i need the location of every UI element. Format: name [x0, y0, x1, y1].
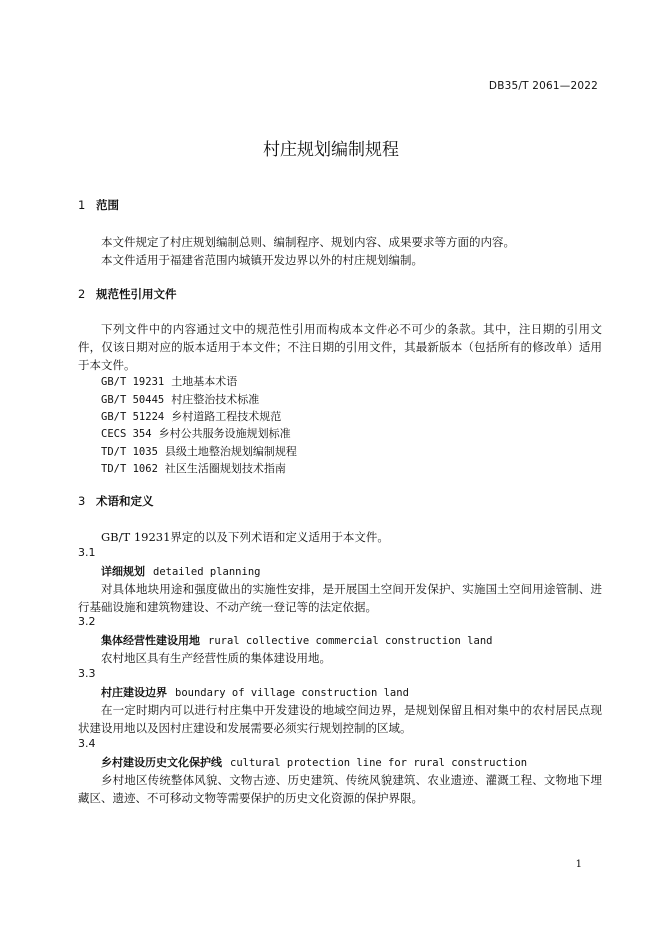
reference-item [101, 425, 291, 443]
section-title: 规范性引用文件 [96, 287, 177, 301]
term-heading [101, 632, 492, 648]
term-heading [101, 754, 527, 770]
section-heading [78, 286, 177, 302]
term-heading [101, 684, 409, 700]
term-zh: 村庄建设边界 [101, 686, 167, 699]
reference-item [101, 373, 237, 391]
section-number: 3 [78, 494, 86, 508]
reference-code: GB/T 50445 [101, 394, 165, 406]
section-number: 2 [78, 287, 86, 301]
reference-title: 土地基本术语 [171, 375, 238, 388]
page-number: 1 [575, 859, 582, 870]
reference-code: TD/T 1035 [101, 446, 158, 458]
term-en: rural collective commercial construction land [208, 635, 493, 647]
term-number: 3.3 [78, 667, 96, 680]
term-number: 3.4 [78, 737, 96, 750]
term-zh: 集体经营性建设用地 [101, 634, 200, 647]
term-definition: 对具体地块用途和强度做出的实施性安排，是开展国土空间开发保护、实施国土空间用途管制、进行基础设施和建筑物建设、不动产统一登记等的法定依据。 [78, 582, 602, 614]
reference-code: CECS 354 [101, 428, 152, 440]
reference-code: GB/T 19231 [101, 376, 165, 388]
paragraph: 本文件规定了村庄规划编制总则、编制程序、规划内容、成果要求等方面的内容。 [101, 235, 515, 249]
reference-code: GB/T 51224 [101, 411, 165, 423]
paragraph: GB/T 19231界定的以及下列术语和定义适用于本文件。 [101, 530, 389, 544]
section-title: 术语和定义 [96, 494, 154, 508]
reference-title: 乡村公共服务设施规划标准 [158, 427, 291, 440]
reference-title: 村庄整治技术标准 [171, 393, 260, 406]
reference-title: 乡村道路工程技术规范 [171, 410, 282, 423]
reference-code: TD/T 1062 [101, 463, 158, 475]
section-heading [78, 197, 119, 213]
term-number: 3.1 [78, 546, 96, 559]
term-definition: 乡村地区传统整体风貌、文物古迹、历史建筑、传统风貌建筑、农业遗迹、灌溉工程、文物地下埋藏区、遗迹、不可移动文物等需要保护的历史文化资源的保护界限。 [78, 773, 602, 805]
section-number: 1 [78, 198, 86, 212]
reference-title: 社区生活圈规划技术指南 [164, 462, 286, 475]
reference-item [101, 443, 297, 461]
reference-title: 县级土地整治规划编制规程 [164, 445, 297, 458]
document-title: 村庄规划编制规程 [263, 140, 399, 160]
term-zh: 详细规划 [101, 565, 145, 578]
term-definition: 在一定时期内可以进行村庄集中开发建设的地域空间边界，是规划保留且相对集中的农村居民点现状建设用地以及因村庄建设和发展需要必须实行规划控制的区域。 [78, 703, 602, 735]
paragraph: 本文件适用于福建省范围内城镇开发边界以外的村庄规划编制。 [101, 253, 423, 267]
term-en: detailed planning [153, 566, 261, 578]
reference-item [101, 460, 286, 478]
standard-code: DB35/T 2061—2022 [488, 80, 598, 92]
reference-item [101, 408, 281, 426]
section-title: 范围 [96, 198, 119, 212]
paragraph: 下列文件中的内容通过文中的规范性引用而构成本文件必不可少的条款。其中，注日期的引用文件，仅该日期对应的版本适用于本文件；不注日期的引用文件，其最新版本（包括所有的修改单）适用于本文件。 [78, 322, 602, 372]
term-en: cultural protection line for rural construction [230, 757, 528, 769]
reference-item [101, 391, 259, 409]
term-heading [101, 563, 260, 579]
section-heading [78, 493, 154, 509]
term-zh: 乡村建设历史文化保护线 [101, 756, 222, 769]
term-en: boundary of village construction land [175, 687, 409, 699]
term-definition: 农村地区具有生产经营性质的集体建设用地。 [101, 651, 331, 665]
term-number: 3.2 [78, 615, 96, 628]
